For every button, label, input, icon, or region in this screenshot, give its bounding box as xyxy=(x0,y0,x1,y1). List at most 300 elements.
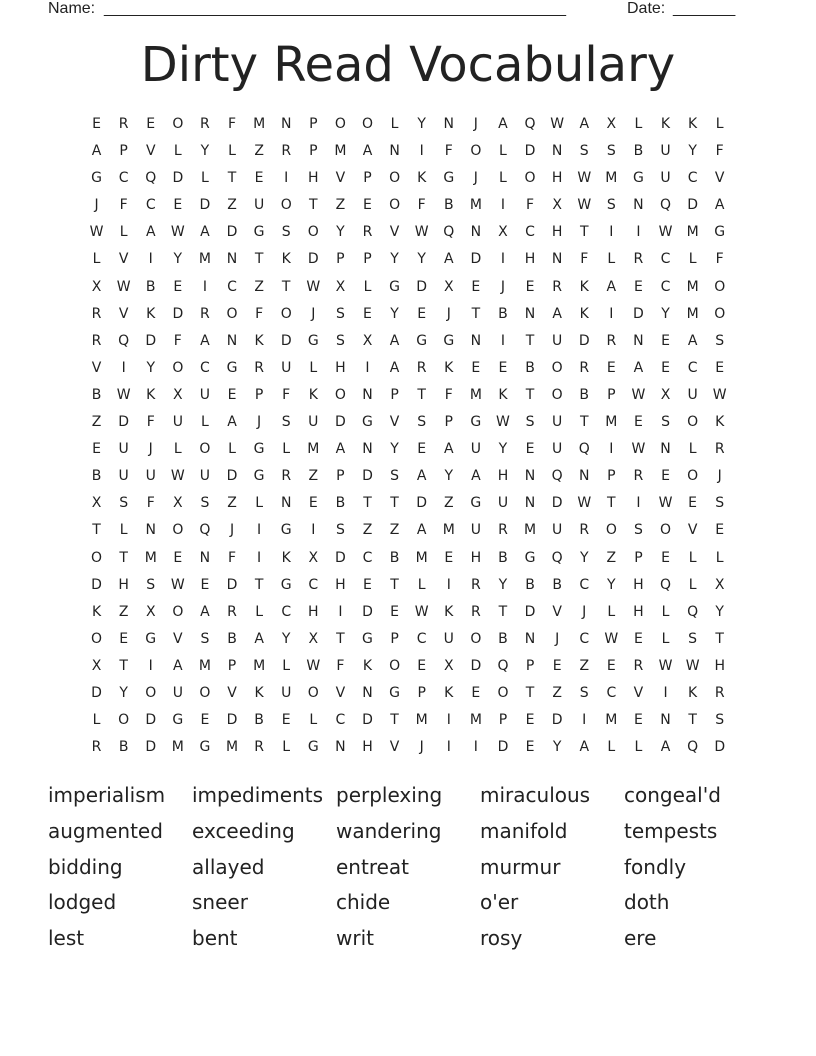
grid-letter: L xyxy=(309,712,318,729)
grid-row xyxy=(83,575,733,602)
grid-letter: U xyxy=(145,468,156,485)
grid-letter: R xyxy=(91,332,102,349)
grid-letter: G xyxy=(443,170,455,187)
grid-letter: A xyxy=(443,251,454,268)
grid-letter: O xyxy=(714,305,726,322)
grid-letter: H xyxy=(714,657,725,674)
grid-letter: A xyxy=(498,116,508,132)
grid-letter: J xyxy=(582,603,587,620)
grid-letter: P xyxy=(390,630,399,647)
grid-letter: O xyxy=(470,630,482,647)
grid-letter: U xyxy=(199,468,211,485)
grid-letter: W xyxy=(414,224,429,241)
grid-letter: V xyxy=(633,684,644,701)
grid-letter: L xyxy=(634,116,643,132)
word-bank-item: lodged xyxy=(48,890,117,915)
grid-letter: K xyxy=(688,684,698,701)
grid-letter: K xyxy=(660,116,671,132)
grid-letter: B xyxy=(525,359,535,376)
grid-letter: A xyxy=(579,739,590,756)
grid-letter: L xyxy=(255,603,264,620)
grid-letter: R xyxy=(606,332,617,349)
grid-letter: G xyxy=(280,576,292,593)
grid-letter: L xyxy=(661,603,670,620)
grid-letter: M xyxy=(605,414,618,431)
grid-letter: I xyxy=(582,712,587,729)
grid-letter: O xyxy=(389,170,401,187)
grid-letter: K xyxy=(715,414,725,431)
grid-letter: K xyxy=(444,359,454,376)
grid-letter: D xyxy=(416,278,428,295)
grid-letter: N xyxy=(389,143,400,160)
grid-letter: O xyxy=(660,522,672,539)
grid-letter: Y xyxy=(281,630,291,647)
grid-letter: V xyxy=(173,630,183,647)
grid-letter: X xyxy=(145,603,156,620)
grid-letter: A xyxy=(579,116,590,132)
grid-row xyxy=(83,358,733,385)
word-bank-item: augmented xyxy=(48,818,163,843)
grid-letter: A xyxy=(145,224,156,241)
grid-letter: A xyxy=(254,630,264,647)
grid-letter: D xyxy=(524,143,536,160)
grid-letter: R xyxy=(470,603,481,620)
grid-letter: R xyxy=(714,684,725,701)
grid-letter: L xyxy=(607,603,616,620)
grid-letter: Y xyxy=(688,143,697,160)
grid-letter: Y xyxy=(607,576,616,593)
grid-letter: L xyxy=(282,657,291,674)
grid-letter: M xyxy=(307,441,320,458)
grid-letter: A xyxy=(687,332,698,349)
grid-letter: U xyxy=(281,684,292,701)
grid-letter: Y xyxy=(146,359,156,376)
grid-letter: L xyxy=(201,170,209,187)
grid-letter: Y xyxy=(444,468,454,485)
grid-letter: D xyxy=(362,468,373,485)
grid-letter: B xyxy=(91,468,102,485)
grid-letter: S xyxy=(525,414,535,431)
grid-letter: M xyxy=(524,522,537,539)
grid-letter: F xyxy=(227,116,237,132)
grid-letter: I xyxy=(446,739,451,756)
grid-letter: R xyxy=(470,576,481,593)
grid-letter: C xyxy=(200,359,210,376)
grid-letter: P xyxy=(444,414,453,431)
grid-letter: G xyxy=(199,739,211,756)
grid-letter: N xyxy=(551,143,563,160)
grid-letter: M xyxy=(198,251,211,268)
grid-letter: S xyxy=(335,522,345,539)
grid-letter: T xyxy=(498,603,508,620)
grid-letter: U xyxy=(687,386,698,403)
grid-letter: I xyxy=(473,739,478,756)
grid-letter: Y xyxy=(200,143,210,160)
grid-letter: W xyxy=(496,414,510,431)
grid-letter: Z xyxy=(362,522,373,539)
grid-letter: Z xyxy=(335,197,346,214)
page-title: Dirty Read Vocabulary xyxy=(140,37,676,93)
grid-letter: W xyxy=(414,603,429,620)
grid-letter: M xyxy=(442,522,455,539)
grid-letter: D xyxy=(578,332,590,349)
grid-letter: T xyxy=(715,630,724,647)
grid-letter: P xyxy=(309,116,318,132)
grid-letter: K xyxy=(444,684,454,701)
grid-letter: H xyxy=(362,739,373,756)
grid-letter: O xyxy=(551,386,563,403)
grid-letter: K xyxy=(444,603,454,620)
grid-letter: M xyxy=(469,386,482,403)
grid-letter: U xyxy=(443,630,454,647)
grid-letter: V xyxy=(552,603,562,620)
grid-letter: G xyxy=(307,332,319,349)
grid-letter: S xyxy=(715,495,725,512)
word-bank-item: entreat xyxy=(336,854,410,879)
grid-letter: J xyxy=(555,630,560,647)
grid-letter: S xyxy=(335,305,345,322)
grid-letter: L xyxy=(228,441,236,458)
grid-letter: C xyxy=(579,576,590,593)
grid-letter: O xyxy=(361,116,373,132)
grid-letter: T xyxy=(688,712,697,729)
grid-letter: S xyxy=(200,630,210,647)
grid-letter: I xyxy=(148,251,153,268)
grid-letter: A xyxy=(416,468,427,485)
grid-letter: Y xyxy=(417,251,426,268)
grid-letter: S xyxy=(661,414,670,431)
grid-letter: Q xyxy=(443,224,455,241)
grid-letter: R xyxy=(579,359,590,376)
grid-letter: V xyxy=(714,170,725,187)
grid-letter: D xyxy=(362,712,373,729)
word-bank-item: manifold xyxy=(480,818,568,843)
grid-letter: D xyxy=(335,549,346,566)
grid-letter: N xyxy=(362,386,373,403)
grid-row xyxy=(83,629,733,656)
grid-letter: I xyxy=(636,495,641,512)
grid-row xyxy=(83,249,733,276)
grid-letter: A xyxy=(362,143,373,160)
grid-letter: H xyxy=(118,576,129,593)
grid-letter: F xyxy=(119,197,128,214)
grid-letter: F xyxy=(526,197,535,214)
grid-letter: J xyxy=(500,278,506,295)
grid-letter: E xyxy=(661,549,670,566)
grid-letter: D xyxy=(633,305,644,322)
word-bank-item: imperialism xyxy=(48,783,166,807)
grid-letter: G xyxy=(226,359,238,376)
grid-letter: W xyxy=(306,657,321,674)
grid-letter: O xyxy=(172,116,184,132)
grid-letter: V xyxy=(335,170,346,187)
grid-letter: I xyxy=(284,170,289,187)
grid-row xyxy=(83,222,733,249)
grid-letter: L xyxy=(282,739,291,756)
grid-letter: A xyxy=(389,332,400,349)
grid-letter: W xyxy=(631,441,646,458)
grid-letter: M xyxy=(415,549,428,566)
word-bank-item: bidding xyxy=(48,854,123,879)
grid-letter: S xyxy=(281,414,291,431)
grid-letter: O xyxy=(118,712,130,729)
grid-letter: H xyxy=(497,468,509,485)
word-bank-item: miraculous xyxy=(480,783,591,807)
grid-letter: O xyxy=(551,359,563,376)
grid-letter: R xyxy=(227,603,237,620)
grid-letter: L xyxy=(499,170,507,187)
grid-letter: S xyxy=(715,712,725,729)
grid-letter: V xyxy=(389,224,400,241)
grid-letter: I xyxy=(446,712,451,729)
grid-letter: E xyxy=(417,657,427,674)
grid-letter: A xyxy=(335,441,346,458)
grid-letter: E xyxy=(633,414,643,431)
grid-letter: G xyxy=(632,170,644,187)
grid-letter: L xyxy=(201,414,209,431)
grid-letter: W xyxy=(577,170,592,187)
grid-letter: L xyxy=(92,251,101,268)
grid-letter: N xyxy=(145,522,156,539)
grid-letter: O xyxy=(91,549,103,566)
grid-letter: S xyxy=(688,630,698,647)
grid-letter: L xyxy=(255,495,264,512)
grid-letter: E xyxy=(661,359,670,376)
grid-letter: C xyxy=(687,359,698,376)
grid-letter: P xyxy=(309,143,318,160)
grid-letter: P xyxy=(363,251,372,268)
grid-letter: Y xyxy=(498,576,508,593)
grid-row xyxy=(83,656,733,683)
grid-letter: E xyxy=(281,712,291,729)
word-bank-item: tempests xyxy=(624,818,718,843)
grid-letter: Z xyxy=(606,549,617,566)
grid-letter: X xyxy=(91,495,102,512)
grid-letter: E xyxy=(471,684,481,701)
grid-letter: D xyxy=(497,739,509,756)
grid-letter: A xyxy=(173,657,183,674)
grid-letter: B xyxy=(335,495,346,512)
grid-letter: I xyxy=(338,603,343,620)
grid-letter: O xyxy=(470,143,482,160)
grid-letter: F xyxy=(146,414,155,431)
grid-letter: N xyxy=(226,332,238,349)
grid-letter: P xyxy=(607,386,616,403)
grid-letter: Y xyxy=(417,116,426,132)
grid-row xyxy=(83,602,733,629)
grid-letter: T xyxy=(363,495,372,512)
grid-letter: E xyxy=(633,630,643,647)
grid-letter: T xyxy=(281,278,291,295)
grid-letter: T xyxy=(607,495,616,512)
grid-letter: R xyxy=(200,116,210,132)
grid-letter: P xyxy=(634,549,643,566)
grid-letter: M xyxy=(253,116,266,132)
grid-letter: B xyxy=(443,197,454,214)
grid-letter: O xyxy=(524,170,536,187)
grid-letter: D xyxy=(172,305,184,322)
grid-letter: L xyxy=(119,224,128,241)
grid-letter: G xyxy=(253,441,265,458)
grid-letter: O xyxy=(172,522,184,539)
grid-letter: F xyxy=(715,143,724,160)
grid-letter: G xyxy=(307,739,319,756)
grid-letter: C xyxy=(660,278,671,295)
grid-letter: Z xyxy=(552,684,562,701)
grid-letter: M xyxy=(686,224,699,241)
grid-letter: L xyxy=(688,251,697,268)
grid-letter: U xyxy=(118,441,129,458)
grid-letter: Y xyxy=(390,305,399,322)
grid-letter: M xyxy=(469,712,482,729)
grid-letter: I xyxy=(311,522,316,539)
grid-letter: D xyxy=(172,170,184,187)
grid-letter: S xyxy=(606,143,616,160)
grid-letter: R xyxy=(714,441,725,458)
grid-letter: O xyxy=(389,197,401,214)
grid-letter: U xyxy=(497,495,509,512)
grid-letter: D xyxy=(551,712,563,729)
grid-letter: M xyxy=(605,712,618,729)
grid-letter: U xyxy=(552,332,563,349)
date-label: Date: xyxy=(627,0,666,17)
grid-letter: E xyxy=(308,495,318,512)
grid-letter: X xyxy=(335,278,346,295)
grid-letter: O xyxy=(389,657,401,674)
grid-letter: R xyxy=(254,739,264,756)
grid-letter: H xyxy=(633,603,644,620)
grid-letter: X xyxy=(714,576,725,593)
grid-letter: C xyxy=(362,549,373,566)
grid-letter: R xyxy=(552,278,562,295)
grid-letter: N xyxy=(551,251,563,268)
grid-letter: E xyxy=(715,359,725,376)
grid-letter: P xyxy=(390,386,399,403)
word-bank-row xyxy=(48,852,768,888)
grid-letter: W xyxy=(631,386,646,403)
grid-letter: M xyxy=(144,549,157,566)
grid-letter: I xyxy=(500,332,506,349)
grid-row xyxy=(83,168,733,195)
grid-letter: K xyxy=(91,603,102,620)
grid-letter: N xyxy=(362,684,373,701)
grid-letter: D xyxy=(226,712,238,729)
grid-letter: H xyxy=(308,603,319,620)
grid-letter: I xyxy=(500,251,506,268)
grid-row xyxy=(83,114,733,141)
grid-letter: U xyxy=(660,143,671,160)
grid-letter: L xyxy=(363,278,372,295)
grid-letter: G xyxy=(91,170,102,187)
grid-letter: C xyxy=(335,712,346,729)
grid-letter: T xyxy=(471,305,481,322)
grid-letter: O xyxy=(687,414,699,431)
grid-letter: G xyxy=(145,630,157,647)
grid-letter: M xyxy=(415,712,428,729)
grid-letter: N xyxy=(524,495,536,512)
grid-letter: C xyxy=(525,224,535,241)
grid-letter: A xyxy=(389,359,400,376)
grid-letter: Y xyxy=(336,224,345,241)
grid-letter: I xyxy=(365,359,370,376)
grid-letter: L xyxy=(282,441,291,458)
grid-letter: E xyxy=(227,386,237,403)
grid-letter: E xyxy=(173,278,183,295)
grid-letter: R xyxy=(362,224,373,241)
grid-letter: L xyxy=(390,116,399,132)
grid-letter: L xyxy=(119,522,128,539)
grid-letter: K xyxy=(254,332,264,349)
grid-letter: C xyxy=(606,684,617,701)
grid-letter: J xyxy=(257,414,262,431)
grid-letter: L xyxy=(688,549,697,566)
grid-letter: U xyxy=(199,386,211,403)
grid-letter: H xyxy=(335,359,346,376)
grid-row xyxy=(83,385,733,412)
grid-letter: W xyxy=(604,630,619,647)
grid-letter: G xyxy=(362,414,373,431)
grid-letter: Y xyxy=(390,441,399,458)
grid-letter: A xyxy=(633,359,644,376)
grid-letter: R xyxy=(579,522,590,539)
grid-letter: Q xyxy=(687,603,699,620)
grid-letter: J xyxy=(148,441,153,458)
grid-letter: E xyxy=(444,549,454,566)
grid-letter: D xyxy=(199,197,211,214)
grid-letter: I xyxy=(609,224,614,241)
grid-letter: I xyxy=(446,576,451,593)
grid-letter: S xyxy=(281,224,291,241)
grid-letter: Q xyxy=(660,197,672,214)
grid-letter: U xyxy=(470,522,481,539)
grid-letter: E xyxy=(417,441,427,458)
grid-letter: X xyxy=(606,116,617,132)
name-label: Name: xyxy=(48,0,96,17)
grid-letter: Q xyxy=(145,170,157,187)
grid-letter: V xyxy=(389,739,400,756)
grid-letter: W xyxy=(116,278,131,295)
grid-letter: D xyxy=(280,332,292,349)
grid-letter: J xyxy=(229,522,235,539)
grid-letter: A xyxy=(714,197,725,214)
grid-letter: Z xyxy=(254,278,264,295)
grid-letter: O xyxy=(687,468,699,485)
grid-letter: Z xyxy=(227,197,237,214)
grid-letter: B xyxy=(145,278,156,295)
grid-letter: S xyxy=(146,576,156,593)
grid-letter: E xyxy=(254,170,264,187)
grid-letter: R xyxy=(281,143,292,160)
grid-letter: A xyxy=(606,278,617,295)
grid-letter: Y xyxy=(498,441,508,458)
grid-letter: O xyxy=(226,305,238,322)
grid-letter: Q xyxy=(578,441,590,458)
grid-letter: J xyxy=(473,170,478,187)
grid-letter: F xyxy=(715,251,724,268)
word-bank-item: allayed xyxy=(192,854,265,879)
word-bank-item: perplexing xyxy=(336,783,443,807)
grid-letter: U xyxy=(172,684,183,701)
grid-letter: D xyxy=(226,468,238,485)
grid-letter: D xyxy=(91,576,102,593)
grid-letter: E xyxy=(715,522,725,539)
grid-letter: Z xyxy=(118,603,129,620)
grid-letter: P xyxy=(525,657,535,674)
grid-letter: H xyxy=(470,549,482,566)
grid-letter: G xyxy=(470,414,482,431)
word-bank-item: lest xyxy=(48,926,85,951)
grid-letter: E xyxy=(146,116,156,132)
